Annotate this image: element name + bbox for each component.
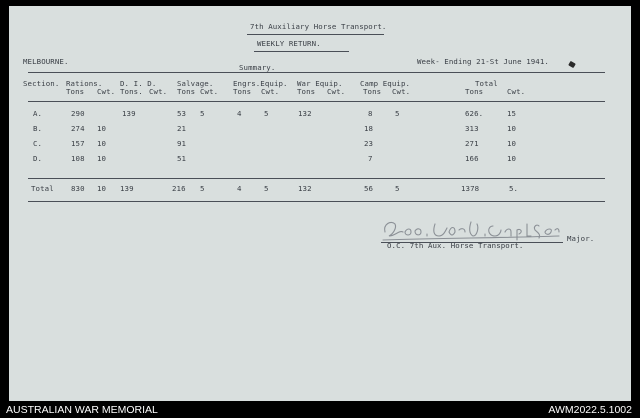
row-a-total-tons: 626. — [465, 109, 484, 118]
row-b-total-tons: 313 — [465, 124, 479, 133]
row-b-camp-tons: 18 — [364, 124, 374, 133]
row-b-total-cwt: 10 — [507, 124, 517, 133]
title-underline — [247, 34, 384, 35]
row-c-total-cwt: 10 — [507, 139, 517, 148]
row-d-rations-tons: 108 — [71, 154, 85, 163]
row-a-section: A. — [33, 109, 43, 118]
header-total: Total — [475, 79, 498, 88]
row-a-total-cwt: 15 — [507, 109, 517, 118]
total-engrs-cwt: 5 — [264, 184, 269, 193]
subheader-did-cwt: Cwt. — [149, 87, 168, 96]
subheader-rations-cwt: Cwt. — [97, 87, 116, 96]
total-rations-cwt: 10 — [97, 184, 107, 193]
row-a-engrs-tons: 4 — [237, 109, 242, 118]
row-a-salvage-cwt: 5 — [200, 109, 205, 118]
row-c-camp-tons: 23 — [364, 139, 374, 148]
row-b-salvage-tons: 21 — [177, 124, 187, 133]
header-did: D. I. D. — [120, 79, 157, 88]
subheader-camp-tons: Tons — [363, 87, 382, 96]
subheader-camp-cwt: Cwt. — [392, 87, 411, 96]
total-salvage-cwt: 5 — [200, 184, 205, 193]
total-engrs-tons: 4 — [237, 184, 242, 193]
row-d-total-cwt: 10 — [507, 154, 517, 163]
punch-hole-mark — [568, 61, 576, 68]
subheader-did-tons: Tons. — [120, 87, 143, 96]
row-c-salvage-tons: 91 — [177, 139, 187, 148]
header-camp-equip: Camp Equip. — [360, 79, 411, 88]
location-label: MELBOURNE. — [23, 57, 69, 66]
row-a-camp-tons: 8 — [368, 109, 373, 118]
row-a-did-tons: 139 — [122, 109, 136, 118]
subheader-salvage-tons: Tons — [177, 87, 196, 96]
row-b-rations-cwt: 10 — [97, 124, 107, 133]
signature-rank: Major. — [567, 234, 595, 243]
subheader-total-tons: Tons — [465, 87, 484, 96]
totals-top-rule — [28, 178, 605, 179]
table-top-rule — [28, 72, 605, 73]
row-a-war-tons: 132 — [298, 109, 312, 118]
signature-title: O.C. 7th Aux. Horse Transport. — [387, 241, 524, 250]
header-bottom-rule — [28, 101, 605, 102]
subheader-total-cwt: Cwt. — [507, 87, 526, 96]
total-total-cwt: 5. — [509, 184, 519, 193]
header-engrs-equip: Engrs.Equip. — [233, 79, 288, 88]
row-d-rations-cwt: 10 — [97, 154, 107, 163]
total-war-tons: 132 — [298, 184, 312, 193]
subtitle-underline — [254, 51, 349, 52]
document-page — [9, 6, 631, 401]
subheader-rations-tons: Tons — [66, 87, 85, 96]
row-b-rations-tons: 274 — [71, 124, 85, 133]
subheader-engrs-cwt: Cwt. — [261, 87, 280, 96]
subheader-salvage-cwt: Cwt. — [200, 87, 219, 96]
total-salvage-tons: 216 — [172, 184, 186, 193]
row-a-engrs-cwt: 5 — [264, 109, 269, 118]
archive-reference: AWM2022.5.1002 — [548, 404, 632, 416]
archive-name: AUSTRALIAN WAR MEMORIAL — [6, 404, 158, 416]
row-c-total-tons: 271 — [465, 139, 479, 148]
subheader-war-cwt: Cwt. — [327, 87, 346, 96]
total-camp-cwt: 5 — [395, 184, 400, 193]
week-ending-label: Week- Ending 21-St June 1941. — [417, 57, 549, 66]
row-a-salvage-tons: 53 — [177, 109, 187, 118]
document-title: 7th Auxiliary Horse Transport. — [250, 22, 387, 31]
row-d-total-tons: 166 — [465, 154, 479, 163]
row-d-salvage-tons: 51 — [177, 154, 187, 163]
archive-footer — [0, 401, 640, 418]
row-a-rations-tons: 290 — [71, 109, 85, 118]
totals-bottom-rule — [28, 201, 605, 202]
total-total-tons: 1378 — [461, 184, 480, 193]
document-subtitle: WEEKLY RETURN. — [257, 39, 321, 48]
header-section: Section. — [23, 79, 60, 88]
header-war-equip: War Equip. — [297, 79, 343, 88]
total-rations-tons: 830 — [71, 184, 85, 193]
row-c-rations-tons: 157 — [71, 139, 85, 148]
row-c-rations-cwt: 10 — [97, 139, 107, 148]
row-d-camp-tons: 7 — [368, 154, 373, 163]
total-did-tons: 139 — [120, 184, 134, 193]
subheader-engrs-tons: Tons — [233, 87, 252, 96]
header-salvage: Salvage. — [177, 79, 214, 88]
row-c-section: C. — [33, 139, 43, 148]
handwritten-signature — [381, 216, 561, 244]
row-d-section: D. — [33, 154, 43, 163]
total-camp-tons: 56 — [364, 184, 374, 193]
summary-label: Summary. — [239, 63, 276, 72]
row-a-camp-cwt: 5 — [395, 109, 400, 118]
header-rations: Rations. — [66, 79, 103, 88]
row-b-section: B. — [33, 124, 43, 133]
subheader-war-tons: Tons — [297, 87, 316, 96]
total-row-label: Total — [31, 184, 54, 193]
